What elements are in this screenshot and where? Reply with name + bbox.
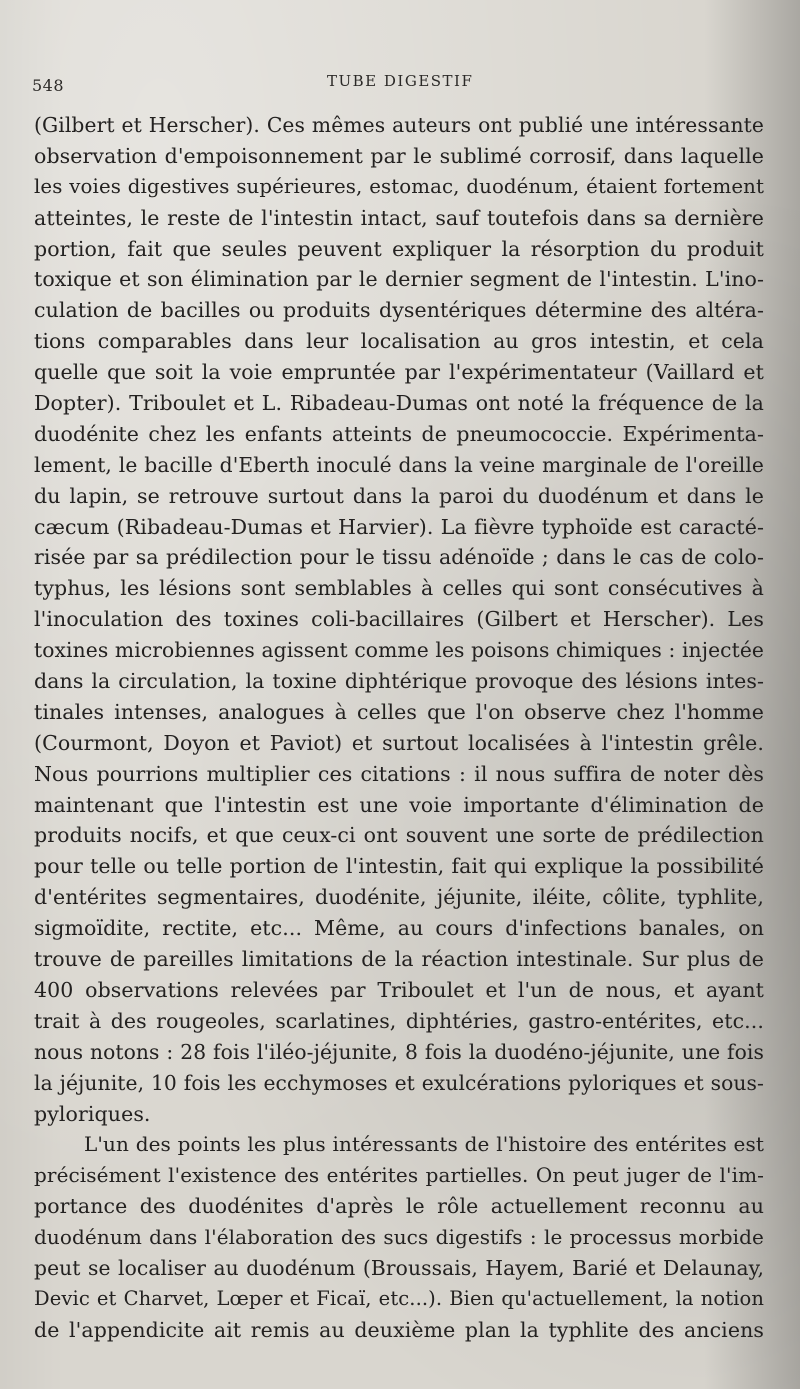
text-line: quelle que soit la voie empruntée par l'expérimentateur (Vaillard et [34, 360, 764, 385]
text-line: les voies digestives supérieures, estomac, duodénum, étaient fortement [34, 174, 764, 198]
text-line: duodénum dans l'élaboration des sucs digestifs : le processus morbide [34, 1225, 764, 1250]
text-line: la jéjunite, 10 fois les ecchymoses et exulcérations pyloriques et sous- [34, 1070, 764, 1095]
text-line: Dopter). Triboulet et L. Ribadeau-Dumas ont noté la fréquence de la [34, 391, 764, 416]
text-line: (Courmont, Doyon et Paviot) et surtout localisées à l'intestin grêle. [34, 730, 764, 755]
text-line: produits nocifs, et que ceux-ci ont souvent une sorte de prédilection [34, 823, 764, 848]
body-text [34, 110, 764, 1346]
text-line: maintenant que l'intestin est une voie importante d'élimination de [34, 792, 764, 817]
text-line: toxines microbiennes agissent comme les poisons chimiques : injectée [34, 638, 764, 663]
text-line: sigmoïdite, rectite, etc... Même, au cours d'infections banales, on [34, 916, 764, 941]
text-line: précisément l'existence des entérites partielles. On peut juger de l'im- [34, 1163, 764, 1188]
text-line: dans la circulation, la toxine diphtérique provoque des lésions intes- [34, 669, 764, 694]
text-line: (Gilbert et Herscher). Ces mêmes auteurs ont publié une intéressante [34, 113, 764, 137]
text-line: toxique et son élimination par le dernier segment de l'intestin. L'ino- [34, 267, 764, 292]
text-line: culation de bacilles ou produits dysentériques détermine des altéra- [34, 298, 764, 323]
text-line: pyloriques. [34, 1101, 151, 1126]
text-line: de l'appendicite ait remis au deuxième plan la typhlite des anciens [34, 1317, 764, 1342]
text-line: observation d'empoisonnement par le sublimé corrosif, dans laquelle [34, 143, 764, 168]
text-line: tinales intenses, analogues à celles que l'on observe chez l'homme [34, 699, 764, 724]
text-line: trait à des rougeoles, scarlatines, diphtéries, gastro-entérites, etc... [34, 1008, 764, 1033]
text-line: cæcum (Ribadeau-Dumas et Harvier). La fièvre typhoïde est caracté- [34, 514, 764, 539]
text-line: 400 observations relevées par Triboulet et l'un de nous, et ayant [34, 977, 764, 1002]
running-title: TUBE DIGESTIF [327, 72, 474, 90]
text-line: duodénite chez les enfants atteints de pneumococcie. Expérimenta- [34, 421, 764, 446]
text-line: portion, fait que seules peuvent expliquer la résorption du produit [34, 236, 764, 261]
text-line: portance des duodénites d'après le rôle actuellement reconnu au [34, 1194, 764, 1219]
text-line: Devic et Charvet, Lœper et Ficaï, etc...). Bien qu'actuellement, la notion [34, 1286, 764, 1310]
text-line: l'inoculation des toxines coli-bacillaires (Gilbert et Herscher). Les [34, 607, 764, 632]
text-line: trouve de pareilles limitations de la réaction intestinale. Sur plus de [34, 947, 764, 972]
text-line: typhus, les lésions sont semblables à celles qui sont consécutives à [34, 576, 764, 601]
text-line: L'un des points les plus intéressants de l'histoire des entérites est [84, 1132, 764, 1157]
text-line: risée par sa prédilection pour le tissu adénoïde ; dans le cas de colo- [34, 545, 764, 570]
text-line: lement, le bacille d'Eberth inoculé dans la veine marginale de l'oreille [34, 452, 764, 477]
text-line: peut se localiser au duodénum (Broussais, Hayem, Barié et Delaunay, [34, 1255, 764, 1280]
running-head [32, 70, 760, 96]
text-line: atteintes, le reste de l'intestin intact, sauf toutefois dans sa dernière [34, 205, 764, 230]
text-line: Nous pourrions multiplier ces citations : il nous suffira de noter dès [34, 761, 764, 786]
text-line: tions comparables dans leur localisation au gros intestin, et cela [34, 329, 764, 354]
page-number: 548 [32, 76, 65, 95]
text-line: pour telle ou telle portion de l'intestin, fait qui explique la possibilité [34, 854, 764, 879]
text-line: d'entérites segmentaires, duodénite, jéjunite, iléite, côlite, typhlite, [34, 885, 764, 910]
text-line: nous notons : 28 fois l'iléo-jéjunite, 8 fois la duodéno-jéjunite, une fois [34, 1039, 764, 1064]
text-line: du lapin, se retrouve surtout dans la paroi du duodénum et dans le [34, 483, 764, 508]
